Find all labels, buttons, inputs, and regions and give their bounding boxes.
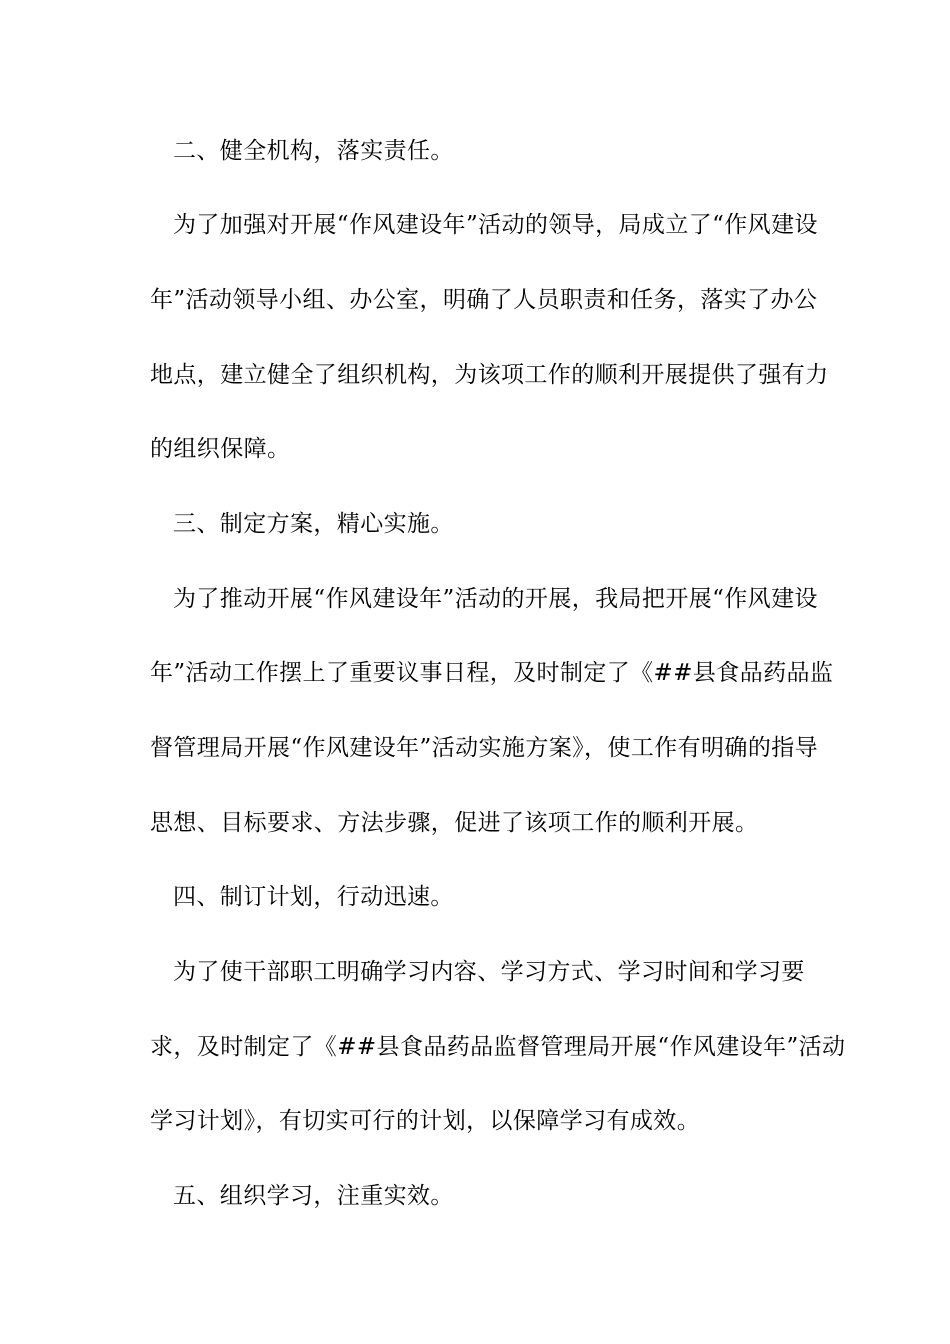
paragraph-line: 督管理局开展“作风建设年”活动实施方案》，使工作有明确的指导 (150, 735, 819, 761)
paragraph-line: 年”活动领导小组、办公室，明确了人员职责和任务，落实了办公 (150, 287, 818, 313)
paragraph-line: 的组织保障。 (150, 436, 291, 462)
paragraph-line: 为了使干部职工明确学习内容、学习方式、学习时间和学习要 (173, 959, 805, 985)
paragraph-line: 年”活动工作摆上了重要议事日程，及时制定了《##县食品药品监 (150, 660, 834, 686)
paragraph-line: 思想、目标要求、方法步骤，促进了该项工作的顺利开展。 (150, 810, 759, 836)
section-heading-3: 三、制定方案，精心实施。 (173, 511, 454, 537)
paragraph-line: 地点，建立健全了组织机构，为该项工作的顺利开展提供了强有力 (150, 362, 829, 388)
paragraph-line: 学习计划》，有切实可行的计划，以保障学习有成效。 (150, 1108, 701, 1134)
section-heading-4: 四、制订计划，行动迅速。 (173, 884, 454, 910)
section-heading-2: 二、健全机构，落实责任。 (173, 138, 454, 164)
section-heading-5: 五、组织学习，注重实效。 (173, 1183, 454, 1209)
paragraph-line: 为了推动开展“作风建设年”活动的开展，我局把开展“作风建设 (173, 586, 818, 612)
paragraph-line: 为了加强对开展“作风建设年”活动的领导，局成立了“作风建设 (173, 212, 818, 238)
paragraph-line: 求，及时制定了《##县食品药品监督管理局开展“作风建设年”活动 (150, 1034, 846, 1060)
